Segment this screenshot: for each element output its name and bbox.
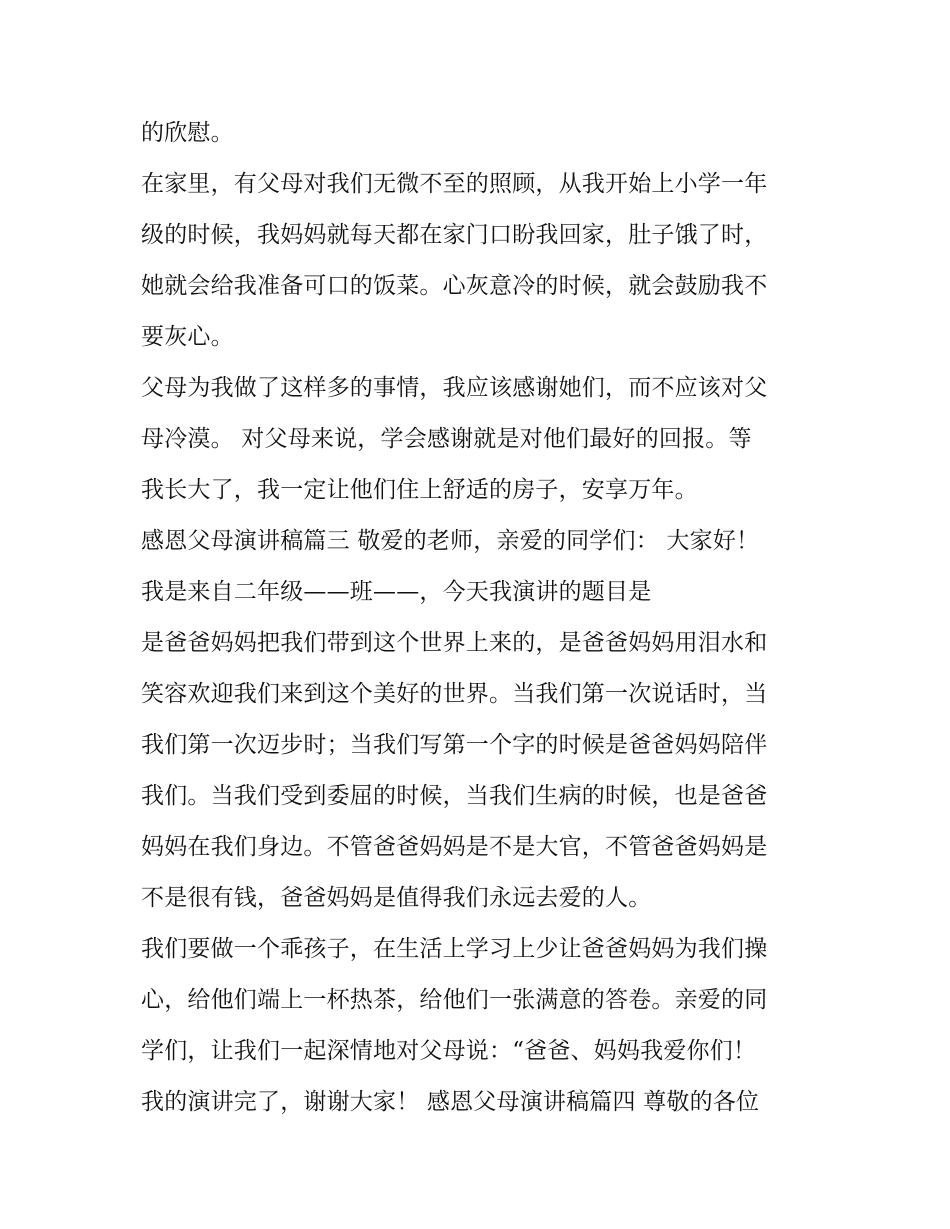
text-line: 笑容欢迎我们来到这个美好的世界。当我们第一次说话时，当 bbox=[141, 681, 768, 707]
text-line: 我们要做一个乖孩子，在生活上学习上少让爸爸妈妈为我们操 bbox=[141, 936, 768, 962]
text-line: 学们，让我们一起深情地对父母说：“爸爸、妈妈我爱你们！ bbox=[141, 1038, 757, 1064]
text-line: 我是来自二年级——班——，今天我演讲的题目是 bbox=[141, 579, 652, 605]
text-line: 我的演讲完了，谢谢大家！ 感恩父母演讲稿篇四 尊敬的各位 bbox=[141, 1089, 760, 1115]
document-body-text bbox=[141, 108, 821, 1128]
text-line: 在家里，有父母对我们无微不至的照顾，从我开始上小学一年 bbox=[141, 171, 768, 197]
text-line: 不是很有钱，爸爸妈妈是值得我们永远去爱的人。 bbox=[141, 885, 652, 911]
text-line: 母冷漠。 对父母来说，学会感谢就是对他们最好的回报。等 bbox=[141, 426, 752, 452]
text-line: 我长大了，我一定让他们住上舒适的房子，安享万年。 bbox=[141, 477, 698, 503]
text-line: 父母为我做了这样多的事情，我应该感谢她们，而不应该对父 bbox=[141, 375, 768, 401]
text-line: 我们第一次迈步时；当我们写第一个字的时候是爸爸妈妈陪伴 bbox=[141, 732, 768, 758]
text-line: 妈妈在我们身边。不管爸爸妈妈是不是大官，不管爸爸妈妈是 bbox=[141, 834, 768, 860]
text-line: 要灰心。 bbox=[141, 324, 234, 350]
text-line: 我们。当我们受到委屈的时候，当我们生病的时候，也是爸爸 bbox=[141, 783, 768, 809]
text-line: 感恩父母演讲稿篇三 敬爱的老师，亲爱的同学们： 大家好！ bbox=[141, 528, 760, 554]
text-line: 心，给他们端上一杯热茶，给他们一张满意的答卷。亲爱的同 bbox=[141, 987, 768, 1013]
text-line: 的欣慰。 bbox=[141, 120, 234, 146]
text-line: 她就会给我准备可口的饭菜。心灰意冷的时候，就会鼓励我不 bbox=[141, 273, 768, 299]
text-line: 是爸爸妈妈把我们带到这个世界上来的，是爸爸妈妈用泪水和 bbox=[141, 630, 768, 656]
text-line: 级的时候，我妈妈就每天都在家门口盼我回家，肚子饿了时， bbox=[141, 222, 768, 248]
